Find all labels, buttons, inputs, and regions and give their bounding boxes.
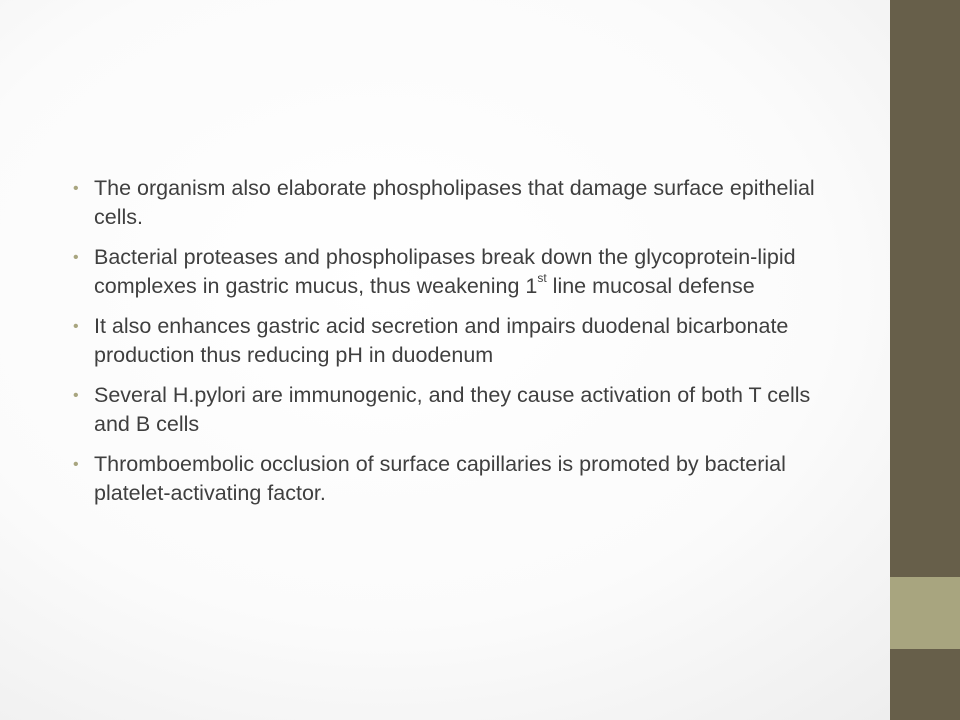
bullet-text: The organism also elaborate phospholipases that damage surface epithelial cells. <box>94 176 815 229</box>
bullet-list <box>70 174 850 508</box>
bullet-item-phospholipases <box>70 174 850 232</box>
bullet-icon: • <box>73 318 79 335</box>
bullet-item-gastric-acid <box>70 312 850 370</box>
bullet-text: Several H.pylori are immunogenic, and they cause activation of both T cells and B cells <box>94 383 811 436</box>
bullet-item-thromboembolic <box>70 450 850 508</box>
slide-content <box>70 174 850 519</box>
bullet-text-superscript: st <box>537 270 547 285</box>
bullet-item-proteases <box>70 243 850 301</box>
bullet-icon: • <box>73 387 79 404</box>
bullet-text: It also enhances gastric acid secretion and impairs duodenal bicarbonate production thus reducing pH in duodenum <box>94 314 789 367</box>
bullet-text-pre: Bacterial proteases and phospholipases break down the glycoprotein-lipid complexes in gastric mucus, thus weakening 1 <box>94 245 796 298</box>
bullet-icon: • <box>73 456 79 473</box>
bullet-icon: • <box>73 180 79 197</box>
bullet-text-post: line mucosal defense <box>546 274 755 298</box>
bullet-icon: • <box>73 249 79 266</box>
bullet-item-immunogenic <box>70 381 850 439</box>
bullet-text <box>94 245 796 298</box>
bullet-text: Thromboembolic occlusion of surface capillaries is promoted by bacterial platelet-activating factor. <box>94 452 786 505</box>
sidebar-accent-block <box>890 577 960 649</box>
